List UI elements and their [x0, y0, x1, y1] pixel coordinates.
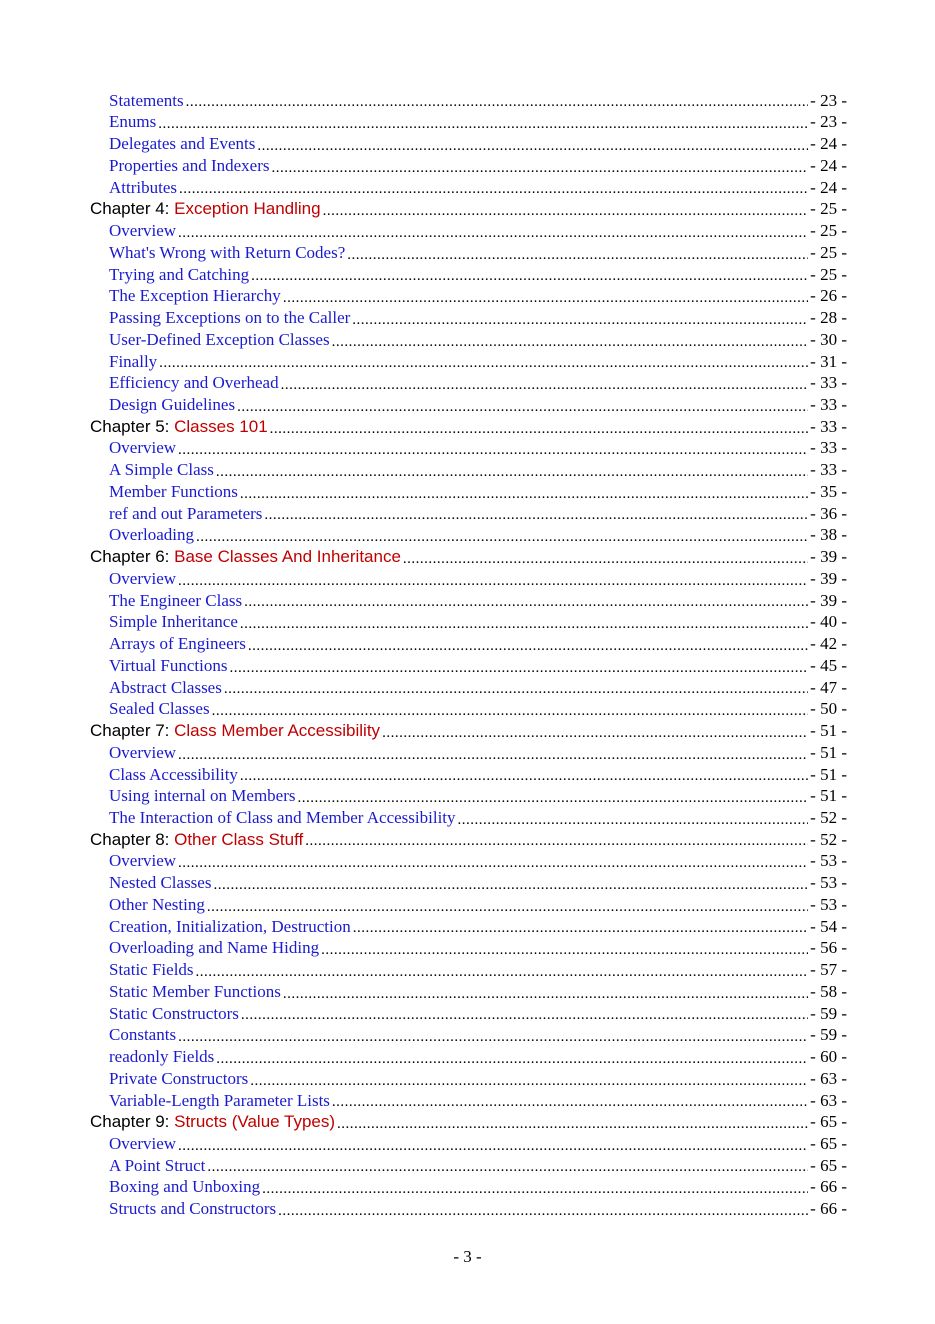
- toc-section-entry[interactable]: [90, 1176, 847, 1198]
- chapter-number: Chapter 8:: [90, 829, 175, 849]
- section-title: Class Accessibility: [109, 764, 238, 784]
- dot-leader: [229, 659, 808, 676]
- toc-section-entry[interactable]: [90, 1067, 847, 1089]
- section-title: Other Nesting: [109, 894, 205, 914]
- dot-leader: [347, 246, 808, 263]
- page-reference: - 50 -: [810, 699, 847, 719]
- page-reference: - 25 -: [810, 221, 847, 241]
- section-title: Overloading: [109, 525, 194, 545]
- page-reference: - 57 -: [810, 960, 847, 980]
- toc-section-entry[interactable]: [90, 785, 847, 807]
- dot-leader: [240, 768, 808, 785]
- dot-leader: [382, 724, 808, 741]
- dot-leader: [403, 550, 808, 567]
- section-title: User-Defined Exception Classes: [109, 329, 330, 349]
- dot-leader: [240, 615, 808, 632]
- dot-leader: [248, 637, 808, 654]
- section-title: ref and out Parameters: [109, 503, 263, 523]
- section-title: Static Fields: [109, 960, 194, 980]
- section-title: Trying and Catching: [109, 264, 250, 284]
- dot-leader: [224, 681, 808, 698]
- page-reference: - 65 -: [810, 1155, 847, 1175]
- toc-section-entry[interactable]: [90, 241, 847, 263]
- toc-section-entry[interactable]: [90, 806, 847, 828]
- section-title: readonly Fields: [109, 1047, 215, 1067]
- dot-leader: [179, 181, 808, 198]
- page-reference: - 35 -: [810, 481, 847, 501]
- toc-section-entry[interactable]: [90, 480, 847, 502]
- page-reference: - 51 -: [810, 786, 847, 806]
- page-reference: - 53 -: [810, 851, 847, 871]
- toc-section-entry[interactable]: [90, 654, 847, 676]
- dot-leader: [212, 702, 809, 719]
- page-reference: - 63 -: [810, 1090, 847, 1110]
- page-reference: - 47 -: [810, 677, 847, 697]
- section-title: The Exception Hierarchy: [109, 286, 281, 306]
- page-reference: - 53 -: [810, 894, 847, 914]
- page-reference: - 26 -: [810, 286, 847, 306]
- dot-leader: [240, 485, 808, 502]
- toc-section-entry[interactable]: [90, 132, 847, 154]
- toc-section-entry[interactable]: [90, 350, 847, 372]
- chapter-title: Exception Handling: [174, 199, 321, 219]
- page-reference: - 33 -: [810, 438, 847, 458]
- chapter-heading: [90, 1112, 335, 1132]
- section-title: Constants: [109, 1025, 177, 1045]
- dot-leader: [352, 311, 808, 328]
- section-title: Statements: [109, 90, 184, 110]
- page-reference: - 33 -: [810, 460, 847, 480]
- page-reference: - 36 -: [810, 503, 847, 523]
- page-reference: - 39 -: [810, 590, 847, 610]
- dot-leader: [178, 1028, 808, 1045]
- page-reference: - 65 -: [810, 1133, 847, 1153]
- section-title: Efficiency and Overhead: [109, 373, 279, 393]
- section-title: Overview: [109, 568, 177, 588]
- section-title: Finally: [109, 351, 158, 371]
- dot-leader: [186, 94, 809, 111]
- section-title: Passing Exceptions on to the Caller: [109, 308, 351, 328]
- page-reference: - 45 -: [810, 655, 847, 675]
- page-reference: - 24 -: [810, 177, 847, 197]
- toc-section-entry[interactable]: [90, 741, 847, 763]
- toc-section-entry[interactable]: [90, 589, 847, 611]
- toc-section-entry[interactable]: [90, 502, 847, 524]
- dot-leader: [298, 789, 809, 806]
- page-reference: - 51 -: [810, 721, 847, 741]
- dot-leader: [323, 202, 809, 219]
- dot-leader: [332, 333, 809, 350]
- page-reference: - 42 -: [810, 634, 847, 654]
- dot-leader: [283, 985, 808, 1002]
- dot-leader: [196, 528, 808, 545]
- section-title: Overview: [109, 742, 177, 762]
- toc-section-entry[interactable]: [90, 328, 847, 350]
- dot-leader: [278, 1202, 808, 1219]
- toc-section-entry[interactable]: [90, 915, 847, 937]
- section-title: A Simple Class: [109, 460, 214, 480]
- toc-section-entry[interactable]: [90, 1154, 847, 1176]
- page-reference: - 28 -: [810, 308, 847, 328]
- table-of-contents: [90, 89, 847, 1219]
- chapter-heading: [90, 547, 401, 567]
- dot-leader: [458, 811, 809, 828]
- page-reference: - 58 -: [810, 981, 847, 1001]
- chapter-title: Other Class Stuff: [174, 829, 304, 849]
- page-number: - 3 -: [453, 1247, 482, 1266]
- dot-leader: [207, 898, 808, 915]
- section-title: Virtual Functions: [109, 655, 228, 675]
- section-title: Variable-Length Parameter Lists: [109, 1090, 330, 1110]
- page-reference: - 66 -: [810, 1177, 847, 1197]
- page-reference: - 52 -: [810, 807, 847, 827]
- section-title: Enums: [109, 112, 157, 132]
- dot-leader: [257, 137, 808, 154]
- dot-leader: [305, 833, 808, 850]
- dot-leader: [332, 1094, 808, 1111]
- chapter-title: Classes 101: [174, 416, 268, 436]
- toc-chapter-entry[interactable]: [90, 545, 847, 567]
- page-reference: - 54 -: [810, 916, 847, 936]
- chapter-number: Chapter 5:: [90, 416, 175, 436]
- toc-chapter-entry[interactable]: [90, 1111, 847, 1133]
- page-reference: - 25 -: [810, 264, 847, 284]
- page-reference: - 25 -: [810, 242, 847, 262]
- section-title: Private Constructors: [109, 1068, 249, 1088]
- dot-leader: [178, 572, 808, 589]
- dot-leader: [244, 594, 808, 611]
- toc-section-entry[interactable]: [90, 698, 847, 720]
- chapter-heading: [90, 830, 303, 850]
- dot-leader: [262, 1180, 808, 1197]
- section-title: Simple Inheritance: [109, 612, 238, 632]
- dot-leader: [270, 420, 809, 437]
- toc-section-entry[interactable]: [90, 676, 847, 698]
- toc-section-entry[interactable]: [90, 958, 847, 980]
- page-reference: - 39 -: [810, 547, 847, 567]
- toc-section-entry[interactable]: [90, 1197, 847, 1219]
- dot-leader: [272, 159, 809, 176]
- dot-leader: [353, 920, 808, 937]
- section-title: Static Constructors: [109, 1003, 239, 1023]
- toc-section-entry[interactable]: [90, 871, 847, 893]
- dot-leader: [281, 376, 809, 393]
- section-title: Abstract Classes: [109, 677, 222, 697]
- toc-section-entry[interactable]: [90, 611, 847, 633]
- page-reference: - 56 -: [810, 938, 847, 958]
- section-title: Structs and Constructors: [109, 1199, 277, 1219]
- section-title: Overview: [109, 438, 177, 458]
- dot-leader: [216, 463, 808, 480]
- dot-leader: [178, 854, 808, 871]
- page-reference: - 33 -: [810, 395, 847, 415]
- toc-section-entry[interactable]: [90, 1002, 847, 1024]
- page-reference: - 25 -: [810, 199, 847, 219]
- page-reference: - 33 -: [810, 416, 847, 436]
- chapter-number: Chapter 6:: [90, 547, 175, 567]
- page-reference: - 66 -: [810, 1199, 847, 1219]
- toc-section-entry[interactable]: [90, 176, 847, 198]
- dot-leader: [250, 1072, 808, 1089]
- toc-section-entry[interactable]: [90, 372, 847, 394]
- dot-leader: [178, 746, 808, 763]
- section-title: Sealed Classes: [109, 699, 210, 719]
- section-title: Overview: [109, 1133, 177, 1153]
- page-reference: - 24 -: [810, 155, 847, 175]
- toc-section-entry[interactable]: [90, 893, 847, 915]
- dot-leader: [251, 268, 808, 285]
- dot-leader: [158, 115, 808, 132]
- toc-section-entry[interactable]: [90, 393, 847, 415]
- dot-leader: [216, 1050, 808, 1067]
- toc-section-entry[interactable]: [90, 937, 847, 959]
- section-title: Properties and Indexers: [109, 155, 270, 175]
- chapter-heading: [90, 417, 268, 437]
- page-reference: - 51 -: [810, 764, 847, 784]
- section-title: Nested Classes: [109, 873, 212, 893]
- section-title: What's Wrong with Return Codes?: [109, 242, 346, 262]
- dot-leader: [178, 441, 808, 458]
- section-title: Arrays of Engineers: [109, 634, 246, 654]
- page-reference: - 59 -: [810, 1025, 847, 1045]
- page-reference: - 65 -: [810, 1112, 847, 1132]
- section-title: Using internal on Members: [109, 786, 296, 806]
- section-title: Design Guidelines: [109, 395, 236, 415]
- toc-section-entry[interactable]: [90, 263, 847, 285]
- page-reference: - 39 -: [810, 568, 847, 588]
- chapter-number: Chapter 4:: [90, 199, 175, 219]
- toc-section-entry[interactable]: [90, 850, 847, 872]
- toc-chapter-entry[interactable]: [90, 828, 847, 850]
- toc-section-entry[interactable]: [90, 458, 847, 480]
- page-reference: - 33 -: [810, 373, 847, 393]
- toc-chapter-entry[interactable]: [90, 719, 847, 741]
- page-reference: - 60 -: [810, 1047, 847, 1067]
- section-title: Creation, Initialization, Destruction: [109, 916, 351, 936]
- page-reference: - 63 -: [810, 1068, 847, 1088]
- chapter-title: Base Classes And Inheritance: [174, 547, 401, 567]
- page-reference: - 31 -: [810, 351, 847, 371]
- toc-section-entry[interactable]: [90, 1045, 847, 1067]
- dot-leader: [207, 1159, 808, 1176]
- toc-chapter-entry[interactable]: [90, 415, 847, 437]
- toc-section-entry[interactable]: [90, 632, 847, 654]
- toc-section-entry[interactable]: [90, 980, 847, 1002]
- toc-section-entry[interactable]: [90, 567, 847, 589]
- page-reference: - 53 -: [810, 873, 847, 893]
- chapter-number: Chapter 7:: [90, 721, 175, 741]
- page-reference: - 51 -: [810, 742, 847, 762]
- dot-leader: [237, 398, 808, 415]
- chapter-title: Class Member Accessibility: [174, 721, 381, 741]
- section-title: Attributes: [109, 177, 177, 197]
- dot-leader: [321, 941, 808, 958]
- toc-section-entry[interactable]: [90, 437, 847, 459]
- dot-leader: [178, 224, 808, 241]
- dot-leader: [264, 507, 808, 524]
- page-reference: - 24 -: [810, 134, 847, 154]
- chapter-number: Chapter 9:: [90, 1112, 175, 1132]
- toc-section-entry[interactable]: [90, 1132, 847, 1154]
- dot-leader: [159, 355, 808, 372]
- dot-leader: [241, 1007, 808, 1024]
- page-reference: - 23 -: [810, 90, 847, 110]
- chapter-heading: [90, 199, 321, 219]
- section-title: The Engineer Class: [109, 590, 243, 610]
- dot-leader: [337, 1115, 808, 1132]
- toc-section-entry[interactable]: [90, 763, 847, 785]
- toc-section-entry[interactable]: [90, 219, 847, 241]
- toc-section-entry[interactable]: [90, 1024, 847, 1046]
- chapter-title: Structs (Value Types): [174, 1112, 336, 1132]
- toc-chapter-entry[interactable]: [90, 198, 847, 220]
- toc-section-entry[interactable]: [90, 306, 847, 328]
- section-title: The Interaction of Class and Member Accessibility: [109, 807, 456, 827]
- section-title: A Point Struct: [109, 1155, 206, 1175]
- toc-section-entry[interactable]: [90, 285, 847, 307]
- page-reference: - 23 -: [810, 112, 847, 132]
- page-reference: - 40 -: [810, 612, 847, 632]
- section-title: Boxing and Unboxing: [109, 1177, 261, 1197]
- section-title: Delegates and Events: [109, 134, 256, 154]
- toc-section-entry[interactable]: [90, 89, 847, 111]
- toc-section-entry[interactable]: [90, 111, 847, 133]
- section-title: Overview: [109, 221, 177, 241]
- chapter-heading: [90, 721, 380, 741]
- toc-section-entry[interactable]: [90, 154, 847, 176]
- page-reference: - 38 -: [810, 525, 847, 545]
- page-reference: - 30 -: [810, 329, 847, 349]
- toc-section-entry[interactable]: [90, 1089, 847, 1111]
- page-reference: - 52 -: [810, 829, 847, 849]
- section-title: Overview: [109, 851, 177, 871]
- dot-leader: [196, 963, 809, 980]
- dot-leader: [178, 1137, 808, 1154]
- section-title: Member Functions: [109, 481, 238, 501]
- section-title: Static Member Functions: [109, 981, 281, 1001]
- page-reference: - 59 -: [810, 1003, 847, 1023]
- toc-section-entry[interactable]: [90, 524, 847, 546]
- dot-leader: [213, 876, 808, 893]
- dot-leader: [283, 289, 808, 306]
- section-title: Overloading and Name Hiding: [109, 938, 320, 958]
